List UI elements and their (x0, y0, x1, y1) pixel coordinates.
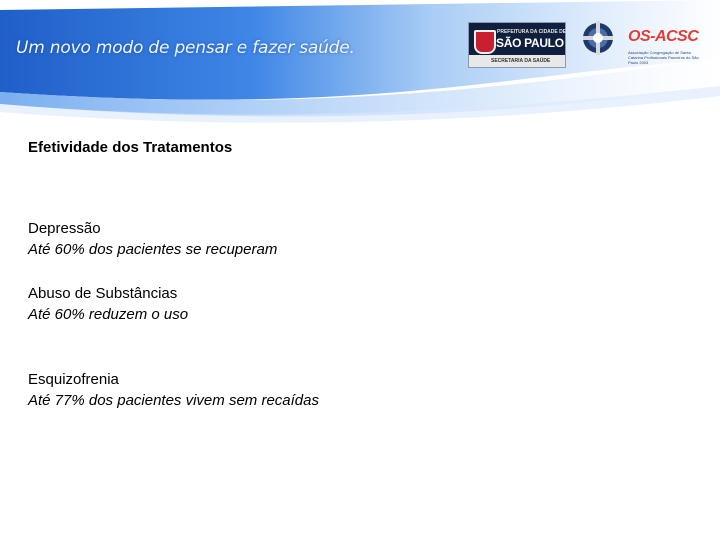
prefeitura-top-text: PREFEITURA DA CIDADE DE (497, 29, 567, 35)
os-subtitle: Associação Congregação de Santa Catarina Profissionais Parceiros do São Paulo 2003 (628, 50, 699, 65)
item-heading: Depressão (28, 220, 101, 237)
prefeitura-sub-bar (469, 55, 565, 67)
city-crest-icon (474, 30, 496, 54)
header-banner (0, 0, 720, 130)
slide-title: Efetividade dos Tratamentos (28, 139, 233, 156)
os-emblem-icon (580, 18, 616, 58)
item-description: Até 60% dos pacientes se recuperam (28, 241, 278, 258)
item-heading: Abuso de Substâncias (28, 285, 178, 302)
prefeitura-sub-text: SECRETARIA DA SAÚDE (491, 58, 551, 64)
os-acsc-logo (580, 18, 704, 72)
header-tagline: Um novo modo de pensar e fazer saúde. (16, 38, 355, 58)
item-depressao (28, 218, 277, 260)
prefeitura-main-text: SÃO PAULO (496, 36, 564, 50)
item-description: Até 77% dos pacientes vivem sem recaídas (28, 392, 319, 409)
prefeitura-sao-paulo-logo (468, 22, 566, 68)
os-title: OS-ACSC (628, 28, 699, 45)
item-abuso-substancias (28, 283, 188, 325)
item-heading: Esquizofrenia (28, 371, 119, 388)
item-esquizofrenia (28, 369, 319, 411)
item-description: Até 60% reduzem o uso (28, 306, 189, 323)
